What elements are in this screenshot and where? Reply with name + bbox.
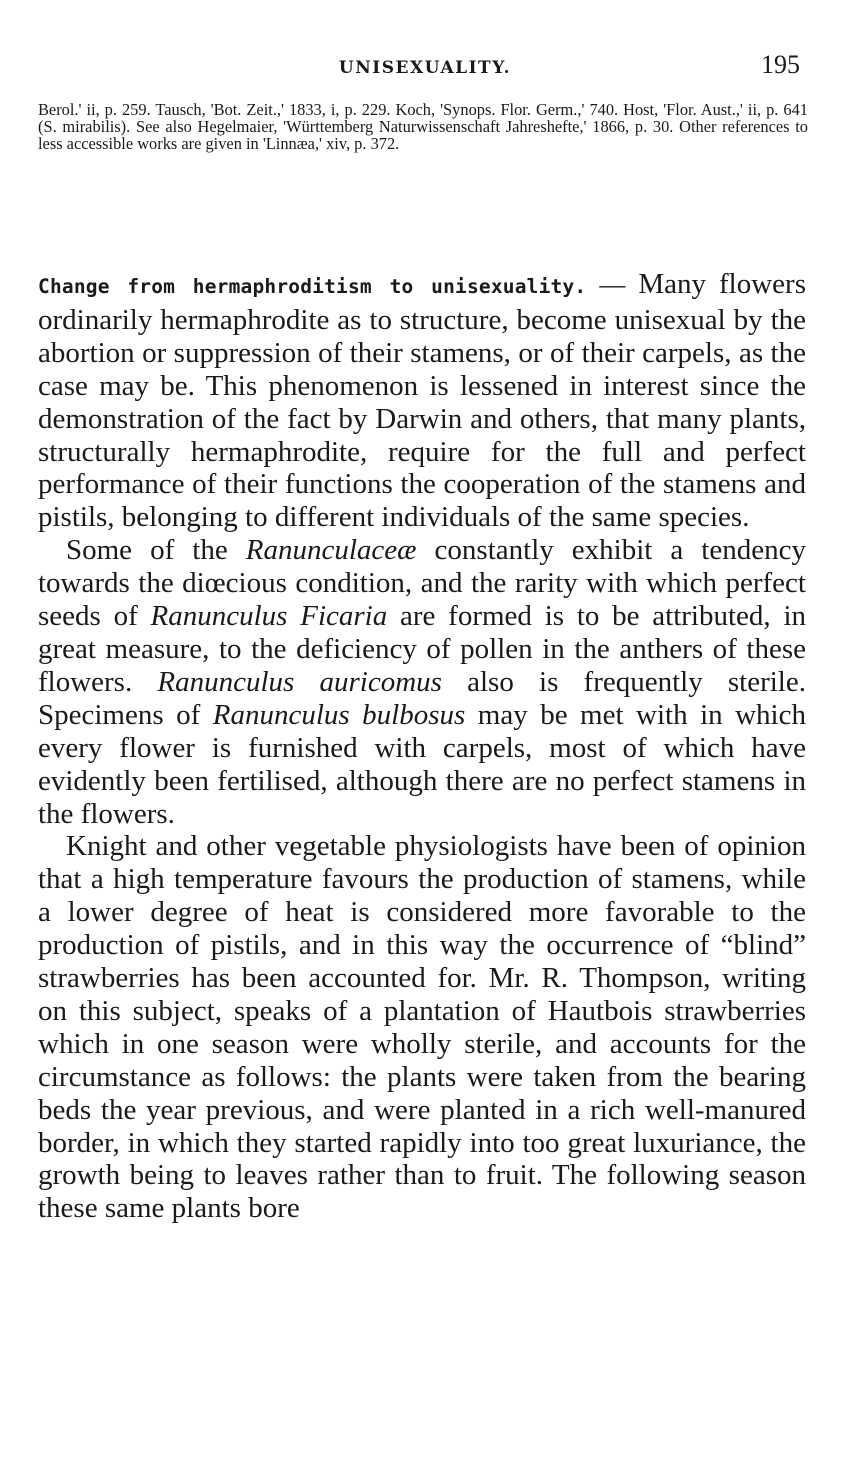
paragraph-text: Many flowers ordinarily hermaphrodite as to structure, become unisexual by the abortion or suppression of their stamens, or of their carpels, as the case may be. This phenomenon is lessened in interest since the demonstration of the fact by Darwin and others, that many plants, structurally hermaphrodite, require for the full and perfect performance of their functions the cooperation of the stamens and pistils, belonging to different individuals of the same species. xyxy=(38,268,806,534)
taxon-name: Ranunculus auricomus xyxy=(157,665,442,698)
footnote-references: Berol.' ii, p. 259. Tausch, 'Bot. Zeit.,' 1833, i, p. 229. Koch, 'Synops. Flor. Germ.,' 740. Host, 'Flor. Aust.,' ii, p. 641 (S. mirabilis). See also Hegelmaier, 'Württemberg Naturwissenschaft Jahreshefte,' 1866, p. 30. Other references to less accessible works are given in 'Linnæa,' xiv, p. 372. xyxy=(38,100,808,154)
paragraph-text: may be met with in which every flower is furnished with carpels, most of which have evidently been fertilised, although there are no perfect stamens in the flowers. xyxy=(38,698,806,830)
page-number: 195 xyxy=(761,50,800,79)
body-text xyxy=(38,268,806,1225)
paragraph-knight xyxy=(38,830,806,1225)
taxon-name: Ranunculus Ficaria xyxy=(150,600,388,633)
paragraph-text: also is frequently sterile. Specimens of xyxy=(38,665,806,731)
paragraph-text: are formed is to be attributed, in great measure, to the deficiency of pollen in the anthers of these flowers. xyxy=(38,600,806,698)
em-dash: — xyxy=(599,270,626,299)
paragraph-text: Knight and other vegetable physiologists have been of opinion that a high temperature favours the production of stamens, while a lower degree of heat is considered more favorable to the production of pistils, and in this way the occurrence of “blind” strawberries has been accounted for. Mr. R. Thompson, writing on this subject, speaks of a plantation of Hautbois strawberries which in one season were wholly sterile, and accounts for the circumstance as follows: the plants were taken from the bearing beds the year previous, and were planted in a rich well-manured border, in which they started rapidly into too great luxuriance, the growth being to leaves rather than to fruit. The following season these same plants bore xyxy=(38,830,806,1225)
running-title: UNISEXUALITY. xyxy=(338,58,512,78)
taxon-name: Ranunculus bulbosus xyxy=(212,698,466,731)
paragraph-text: Some of the xyxy=(66,534,246,567)
paragraph-ranunculaceae xyxy=(38,534,806,830)
section-heading: Change from hermaphroditism to unisexuality. xyxy=(38,275,587,298)
paragraph-text: constantly exhibit a tendency towards the diœcious condition, and the rarity with which perfect seeds of xyxy=(38,534,806,633)
taxon-name: Ranunculaceæ xyxy=(245,534,417,567)
page-header xyxy=(40,50,810,90)
paragraph-unisexuality xyxy=(38,268,806,534)
